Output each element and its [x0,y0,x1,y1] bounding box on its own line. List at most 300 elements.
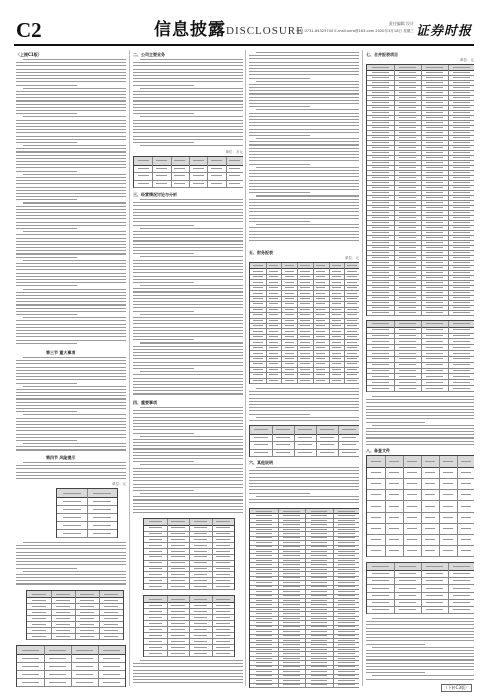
table-cell [316,358,325,359]
table-cell [453,207,469,208]
text-line [16,107,126,108]
table-cell [338,511,355,512]
table-cell [443,472,454,473]
table-cell [149,635,163,636]
table-cell [338,680,355,681]
table-cell [453,287,469,288]
table-cell [171,533,185,534]
table-cell [256,658,273,659]
text-line [23,386,126,387]
table-cell [311,684,328,685]
table-cell [229,160,240,161]
table-cell [461,472,472,473]
table-cell [372,364,388,365]
table-cell [461,550,472,551]
table-cell [269,380,278,381]
table-cell [174,168,185,169]
table-cell [256,515,273,516]
table-cell [332,276,341,277]
table-cell [311,537,328,538]
table-cell [311,595,328,596]
table-cell [399,132,415,133]
section-title-english: DISCLOSURE [226,25,304,37]
text-line [16,392,126,393]
table-cell [311,542,328,543]
table-cell [372,277,388,278]
text-line [249,122,359,123]
text-line [256,195,359,196]
text-line [133,311,194,312]
table-cell [32,612,46,613]
table-cell [311,515,328,516]
table-divider [421,456,422,556]
table-cell [216,539,230,540]
table-cell [426,177,442,178]
table-cell [426,595,442,596]
table-cell [93,501,111,502]
table-cell [193,183,204,184]
text-line [133,221,243,222]
table-cell [399,282,415,283]
table-cell [372,122,388,123]
table-cell [316,336,325,337]
text-line [249,151,359,152]
table-cell [399,329,415,330]
text-line [16,132,126,133]
table-cell [338,618,355,619]
table-cell [316,380,325,381]
table-cell [300,314,309,315]
table-cell [332,358,341,359]
table-cell [171,574,185,575]
table-cell [256,684,273,685]
table-cell [311,662,328,663]
table-cell [149,574,163,575]
table-divider [71,646,72,686]
text-line [249,164,310,165]
table-cell [426,347,442,348]
table-cell [283,658,300,659]
text-line [16,379,126,380]
text-line [366,431,474,432]
table-cell [194,574,208,575]
text-line [133,91,243,92]
table-cell [253,363,262,364]
table-cell [253,309,262,310]
column-heading: 二、公司主要业务 [133,52,165,57]
table-cell [320,444,333,445]
table-cell [338,649,355,650]
table-cell [399,77,415,78]
text-line [366,422,425,423]
table-cell [194,635,208,636]
table-cell [311,573,328,574]
continued-note: （下转C3版） [441,684,472,692]
text-line [16,81,126,82]
table-cell [453,370,469,371]
table-cell [372,247,388,248]
table-divider [75,591,76,639]
table-cell [399,212,415,213]
table-cell [371,506,382,507]
table-cell [103,666,119,667]
table-cell [453,87,469,88]
table-cell [194,562,208,563]
table-cell [389,550,400,551]
table-cell [216,653,230,654]
text-line [366,637,474,638]
table-cell [56,624,70,625]
text-line [140,371,243,372]
text-line [249,129,359,130]
column-2 [133,50,243,690]
text-line [140,145,243,146]
table-cell [372,262,388,263]
table-cell [332,363,341,364]
table-cell [269,347,278,348]
text-line [16,405,126,406]
table-cell [253,342,262,343]
text-line [366,409,474,410]
table-cell [425,461,436,462]
table-cell [426,92,442,93]
table-cell [194,545,208,546]
table-cell [338,529,355,530]
table-cell [171,521,185,522]
text-line [16,421,126,422]
text-line [16,120,126,121]
unit-label: 单位：元 [112,482,126,486]
table-cell [56,600,70,601]
table-cell [253,331,262,332]
text-line [133,410,243,411]
text-line [16,370,126,371]
table-cell [426,217,442,218]
table-cell [253,265,262,266]
column-3 [249,50,359,690]
table-cell [399,364,415,365]
table-cell [426,157,442,158]
text-line [249,394,359,395]
table-cell [311,524,328,525]
table-cell [399,137,415,138]
table-divider [421,321,422,391]
text-line [16,72,126,73]
text-line [256,417,359,418]
table-cell [453,137,469,138]
table-cell [269,369,278,370]
table-divider [189,519,190,589]
table-divider [448,563,449,613]
text-line [366,640,474,641]
table-cell [300,325,309,326]
table-cell [332,298,341,299]
text-line [133,244,243,245]
text-line [133,509,243,510]
table-cell [171,556,185,557]
table-cell [461,461,472,462]
text-line [133,330,243,331]
table-cell [426,162,442,163]
text-line [16,269,126,270]
table-cell [316,303,325,304]
table-cell [338,564,355,565]
table-cell [347,369,356,370]
data-table [16,645,126,687]
text-line [16,104,126,105]
table-cell [253,293,262,294]
table-cell [194,599,208,600]
table-cell [283,533,300,534]
text-line [16,142,77,143]
column-heading: 四、重要事项 [133,400,157,405]
table-cell [453,277,469,278]
column-1 [16,50,126,690]
table-divider [44,646,45,686]
text-line [133,136,243,137]
table-cell [426,147,442,148]
table-cell [425,528,436,529]
text-line [249,157,359,158]
table-cell [103,650,119,651]
table-cell [426,580,442,581]
text-line [140,493,243,494]
table-cell [453,142,469,143]
table-cell [453,132,469,133]
text-line [133,461,194,462]
text-line [133,413,243,414]
table-cell [372,222,388,223]
table-cell [399,202,415,203]
text-line [249,499,359,500]
table-cell [426,137,442,138]
table-cell [311,671,328,672]
table-cell [193,160,204,161]
table-cell [256,582,273,583]
table-cell [425,517,436,518]
table-cell [316,298,325,299]
table-cell [338,595,355,596]
text-line [133,97,243,98]
table-cell [399,602,415,603]
table-cell [104,612,118,613]
table-cell [443,483,454,484]
table-cell [372,147,388,148]
text-line [249,211,359,212]
newspaper-logo: 证券时报 [415,24,472,39]
text-line [133,205,243,206]
text-line [133,362,243,363]
table-cell [171,653,185,654]
text-line [16,199,77,200]
table-cell [453,187,469,188]
table-cell [283,600,300,601]
text-line [366,418,474,419]
text-line [16,545,126,546]
column-heading: 七、合并报表项目 [366,52,398,57]
data-table [366,455,474,557]
table-cell [194,580,208,581]
text-line [249,119,359,120]
table-cell [372,212,388,213]
text-line [23,202,126,203]
table-cell [276,444,289,445]
text-line [23,88,126,89]
text-line [133,378,243,379]
text-line [16,75,126,76]
table-cell [171,568,185,569]
table-cell [426,323,442,324]
table-cell [283,560,300,561]
table-cell [338,666,355,667]
text-line [366,444,474,445]
table-cell [399,297,415,298]
column-heading: 三、经营情况讨论与分析 [133,192,177,197]
text-line [16,424,126,425]
table-divider [87,489,88,537]
table-cell [80,624,94,625]
table-cell [149,623,163,624]
text-line [366,650,474,651]
table-cell [269,298,278,299]
text-line [249,240,359,241]
table-cell [426,329,442,330]
text-line [16,238,126,239]
table-cell [216,533,230,534]
text-line [133,439,243,440]
table-cell [300,347,309,348]
text-line [16,282,126,283]
text-line [16,209,126,210]
text-line [16,360,126,361]
table-cell [425,472,436,473]
table-cell [149,556,163,557]
table-divider [448,65,449,315]
table-cell [347,298,356,299]
table-cell [453,117,469,118]
table-cell [426,573,442,574]
text-line [16,225,126,226]
table-cell [453,172,469,173]
table-cell [347,309,356,310]
table-cell [149,562,163,563]
table-cell [56,618,70,619]
table-cell [283,618,300,619]
table-cell [63,517,81,518]
table-cell [283,546,300,547]
text-line [16,376,126,377]
text-line [16,314,77,315]
table-cell [443,461,454,462]
table-cell [426,312,442,313]
table-cell [453,376,469,377]
table-cell [399,197,415,198]
table-cell [63,533,81,534]
table-cell [298,437,311,438]
table-cell [138,183,149,184]
table-cell [399,302,415,303]
table-cell [332,309,341,310]
table-divider [329,263,330,383]
table-cell [443,539,454,540]
text-line [133,113,194,114]
text-line [16,333,126,334]
table-cell [426,602,442,603]
text-line [23,317,126,318]
table-cell [80,612,94,613]
masthead [14,18,474,46]
text-line [133,81,243,82]
table-cell [426,232,442,233]
data-table [133,156,243,188]
text-line [133,65,243,66]
table-cell [426,152,442,153]
text-line [366,402,474,403]
table-cell [253,276,262,277]
text-line [16,123,126,124]
table-cell [347,380,356,381]
table-cell [253,303,262,304]
table-cell [443,550,454,551]
text-line [16,155,126,156]
text-line [16,234,126,235]
table-cell [56,630,70,631]
table-cell [426,167,442,168]
table-cell [338,573,355,574]
table-cell [371,461,382,462]
table-cell [194,556,208,557]
table-cell [283,586,300,587]
table-cell [283,609,300,610]
table-cell [300,363,309,364]
table-divider [212,519,213,589]
text-line [372,396,474,397]
text-line [16,430,126,431]
table-cell [300,293,309,294]
table-cell [399,353,415,354]
table-cell [461,494,472,495]
table-cell [283,626,300,627]
table-cell [311,533,328,534]
text-line [23,462,126,463]
table-divider [403,456,404,556]
table-cell [372,388,388,389]
table-cell [399,267,415,268]
text-line [16,418,126,419]
table-cell [338,626,355,627]
editor-credit: 责任编辑 设计 [388,21,414,26]
table-cell [276,452,289,453]
table-cell [300,380,309,381]
text-line [140,407,243,408]
table-cell [372,227,388,228]
table-cell [372,197,388,198]
text-line [16,564,126,565]
table-cell [311,653,328,654]
table-cell [211,175,222,176]
text-line [16,136,126,137]
table-cell [256,604,273,605]
table-cell [216,562,230,563]
table-cell [256,533,273,534]
table-cell [332,314,341,315]
table-cell [347,358,356,359]
table-cell [216,617,230,618]
data-table [366,320,474,392]
table-cell [338,569,355,570]
text-line [249,189,359,190]
table-cell [453,267,469,268]
